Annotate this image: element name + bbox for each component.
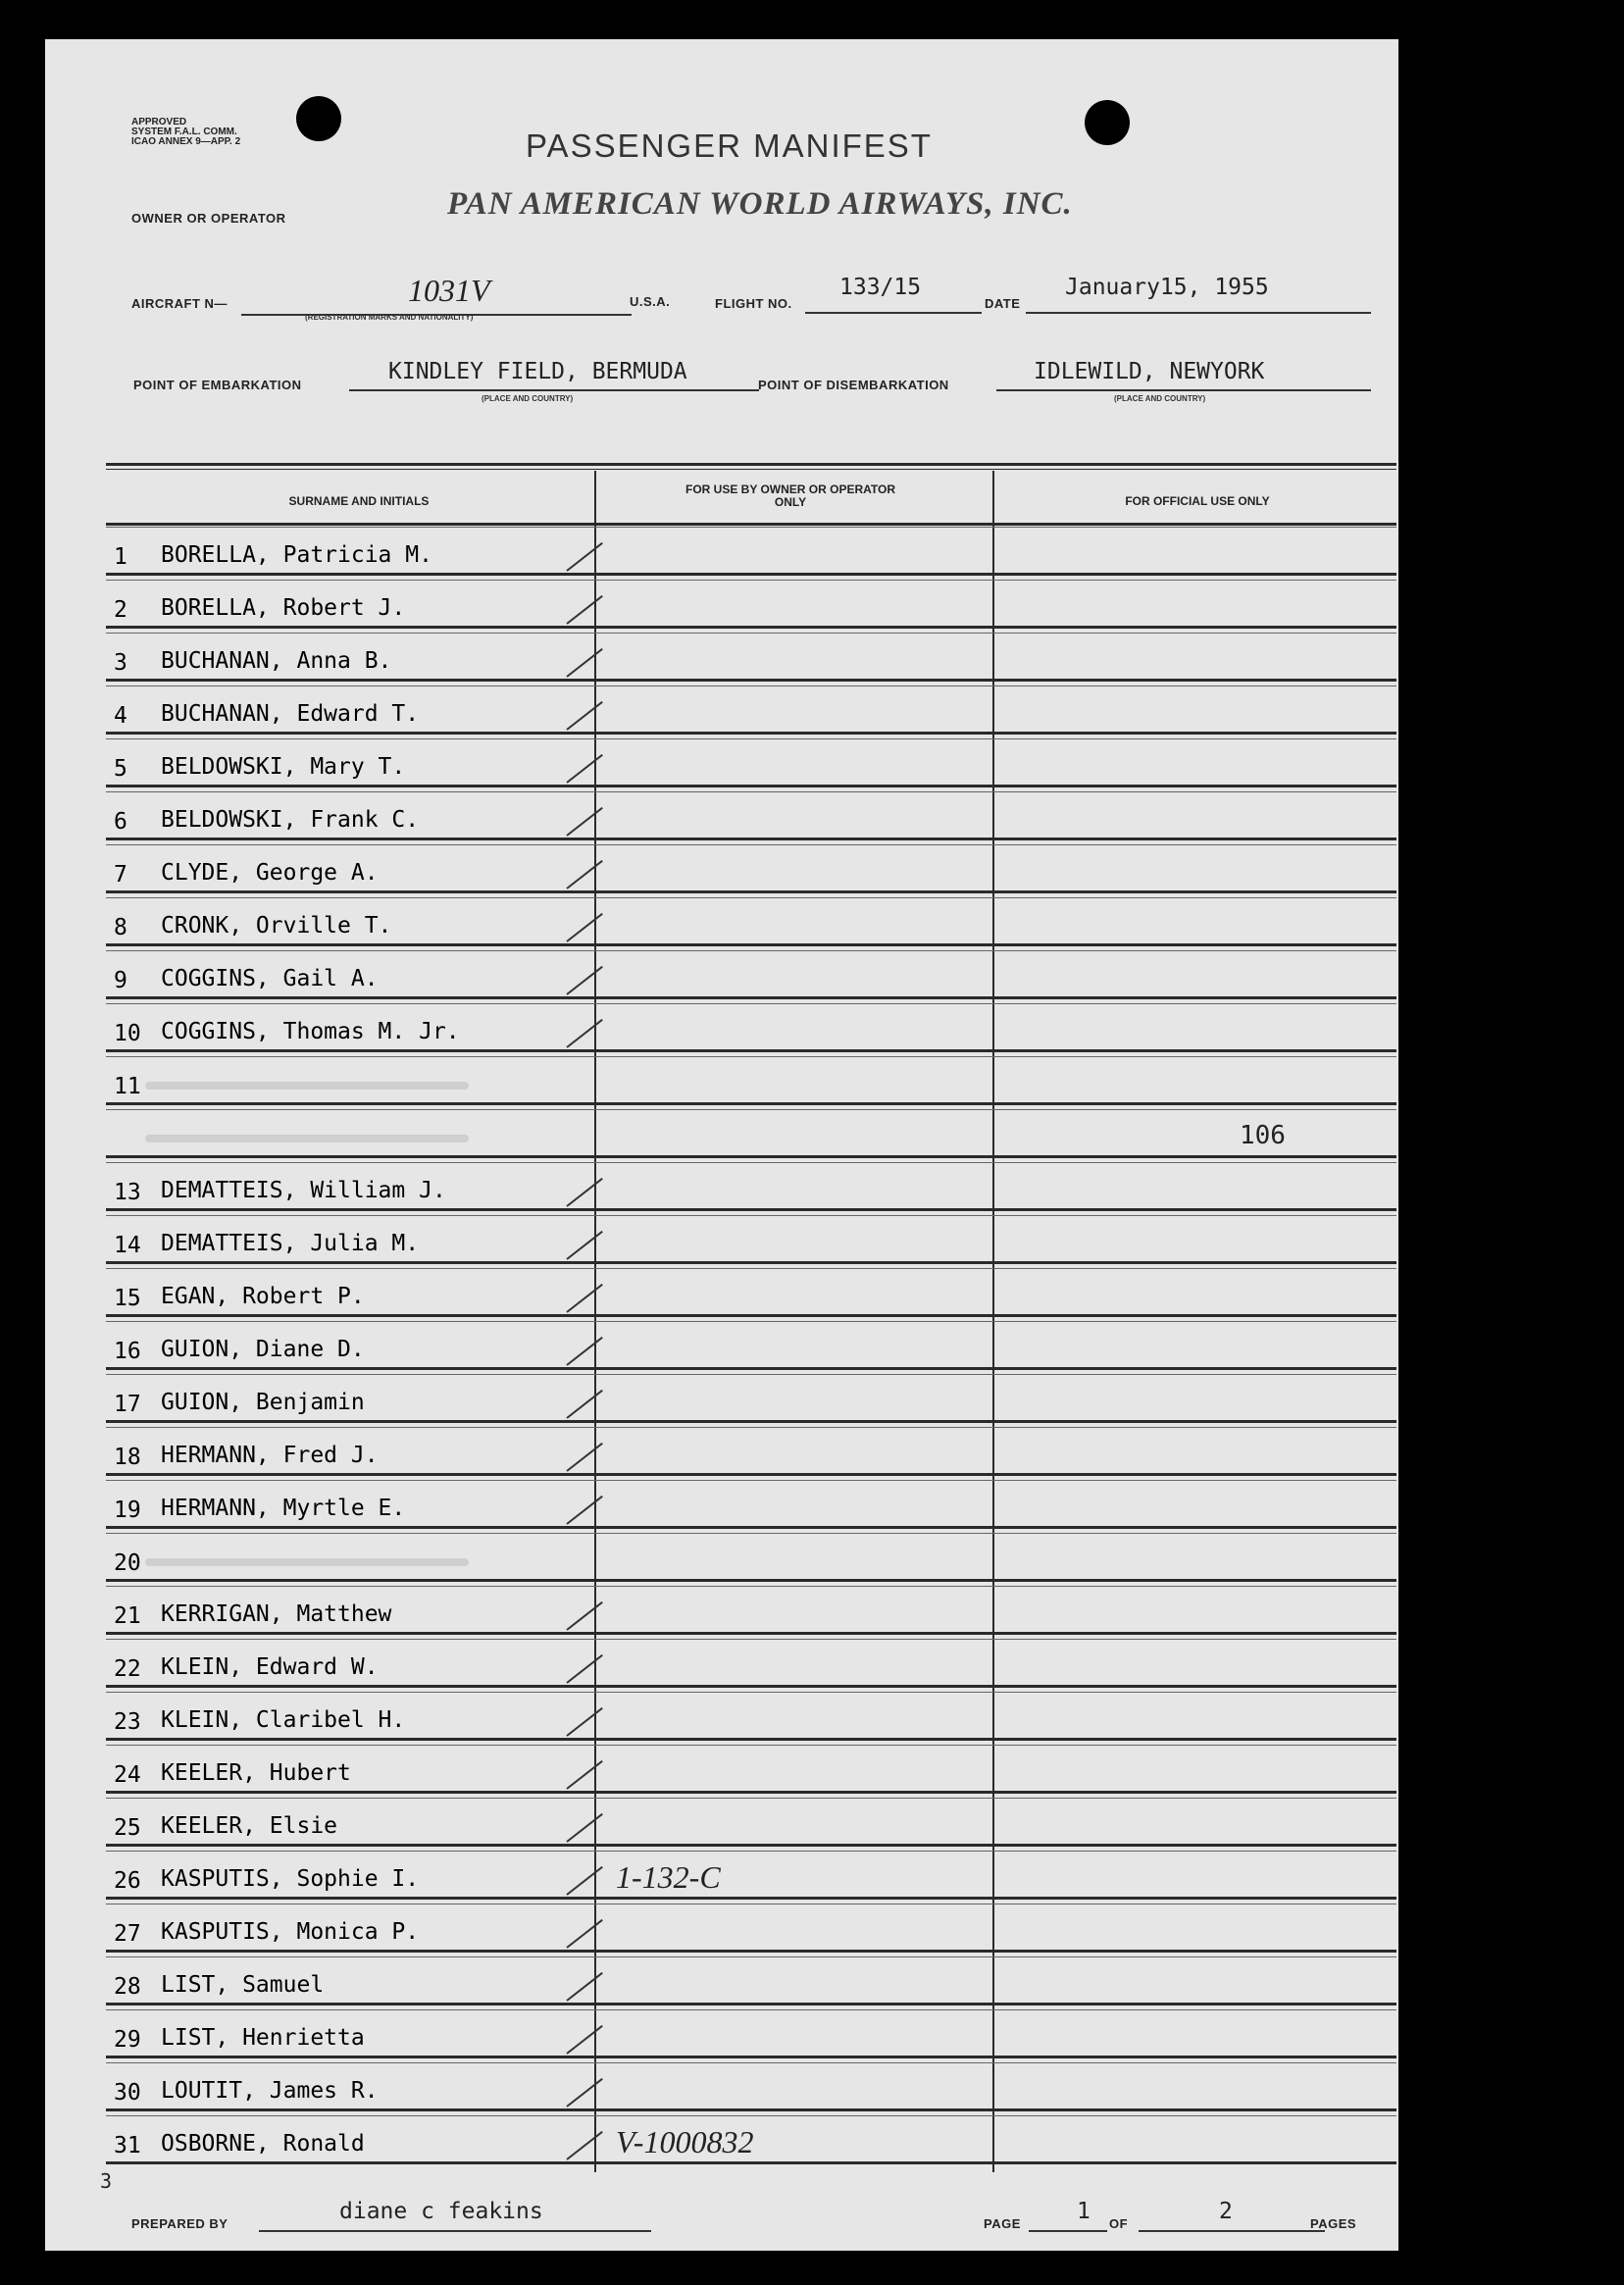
- of-label: OF: [1109, 2216, 1129, 2231]
- row-number: 15: [114, 1286, 141, 1311]
- row-number: 5: [114, 756, 127, 782]
- row-number: 16: [114, 1339, 141, 1364]
- row-number: 4: [114, 703, 127, 729]
- row-rule-inner: [106, 791, 1396, 792]
- table-row: [106, 576, 1396, 629]
- row-rule-inner: [106, 1533, 1396, 1534]
- passenger-name: KERRIGAN, Matthew: [161, 1601, 392, 1627]
- table-row: [106, 1953, 1396, 2006]
- disembark-underline: [996, 389, 1371, 391]
- check-mark: [566, 966, 602, 995]
- passenger-name: BORELLA, Robert J.: [161, 595, 406, 621]
- check-mark: [566, 1919, 602, 1949]
- erased-entry: [145, 1082, 469, 1090]
- row-rule-inner: [106, 1851, 1396, 1852]
- row-number: 14: [114, 1233, 141, 1258]
- row-rule-inner: [106, 1374, 1396, 1375]
- row-rule-inner: [106, 1480, 1396, 1481]
- row-number: 22: [114, 1656, 141, 1682]
- passenger-name: HERMANN, Fred J.: [161, 1443, 379, 1468]
- check-mark: [566, 2078, 602, 2107]
- flight-label: FLIGHT NO.: [715, 296, 792, 311]
- row-number: 30: [114, 2080, 141, 2106]
- table-row: [106, 1052, 1396, 1105]
- erased-entry: [145, 1135, 469, 1142]
- row-number: 20: [114, 1550, 141, 1576]
- page-underline: [1029, 2230, 1107, 2232]
- table-top-rule-inner: [106, 469, 1396, 470]
- table-row: [106, 1264, 1396, 1317]
- of-value: 2: [1219, 2199, 1233, 2224]
- passenger-name: DEMATTEIS, William J.: [161, 1178, 446, 1203]
- row-rule-inner: [106, 633, 1396, 634]
- check-mark: [566, 1972, 602, 2002]
- aircraft-sub-label: (REGISTRATION MARKS AND NATIONALITY): [305, 313, 474, 322]
- table-row: [106, 2058, 1396, 2111]
- table-row: [106, 999, 1396, 1052]
- disembark-label: POINT OF DISEMBARKATION: [758, 378, 949, 392]
- row-rule-inner: [106, 2062, 1396, 2063]
- owner-note: 1-132-C: [616, 1859, 721, 1895]
- row-number: 9: [114, 968, 127, 993]
- passenger-name: BUCHANAN, Edward T.: [161, 701, 420, 727]
- row-rule-inner: [106, 1003, 1396, 1004]
- table-row: [106, 2111, 1396, 2164]
- page-mark: 3: [100, 2169, 113, 2193]
- check-mark: [566, 648, 602, 678]
- row-rule-inner: [106, 1745, 1396, 1746]
- table-row: [106, 1529, 1396, 1582]
- row-number: 25: [114, 1815, 141, 1841]
- passenger-name: CRONK, Orville T.: [161, 913, 392, 939]
- flight-value: 133/15: [839, 275, 922, 300]
- table-row: [106, 893, 1396, 946]
- check-mark: [566, 807, 602, 837]
- row-rule-inner: [106, 1056, 1396, 1057]
- row-rule-inner: [106, 1215, 1396, 1216]
- disembark-value: IDLEWILD, NEWYORK: [1034, 359, 1265, 384]
- passenger-name: KLEIN, Claribel H.: [161, 1707, 406, 1733]
- passenger-name: HERMANN, Myrtle E.: [161, 1496, 406, 1521]
- check-mark: [566, 1866, 602, 1896]
- table-row: [106, 1423, 1396, 1476]
- check-mark: [566, 1443, 602, 1472]
- row-number: 8: [114, 915, 127, 940]
- embark-label: POINT OF EMBARKATION: [133, 378, 302, 392]
- row-number: 27: [114, 1921, 141, 1947]
- table-row: [106, 735, 1396, 787]
- owner-label: OWNER OR OPERATOR: [131, 211, 286, 226]
- row-number: 24: [114, 1762, 141, 1788]
- row-rule-inner: [106, 527, 1396, 528]
- punch-hole-right: [1085, 100, 1130, 145]
- check-mark: [566, 1654, 602, 1684]
- page-label: PAGE: [984, 2216, 1021, 2231]
- row-number: 21: [114, 1603, 141, 1629]
- col-header-surname: SURNAME AND INITIALS: [288, 494, 430, 508]
- punch-hole-left: [296, 96, 341, 141]
- row-number: 7: [114, 862, 127, 888]
- check-mark: [566, 1496, 602, 1525]
- passenger-name: KASPUTIS, Monica P.: [161, 1919, 420, 1945]
- check-mark: [566, 1813, 602, 1843]
- row-rule-inner: [106, 844, 1396, 845]
- passenger-name: GUION, Benjamin: [161, 1390, 365, 1415]
- check-mark: [566, 1760, 602, 1790]
- row-rule: [106, 2161, 1396, 2164]
- table-row: [106, 1370, 1396, 1423]
- col-header-official: FOR OFFICIAL USE ONLY: [1125, 494, 1270, 508]
- check-mark: [566, 1231, 602, 1260]
- passenger-name: OSBORNE, Ronald: [161, 2131, 365, 2157]
- table-row: [106, 1741, 1396, 1794]
- row-number: 17: [114, 1392, 141, 1417]
- row-number: 19: [114, 1498, 141, 1523]
- row-rule-inner: [106, 897, 1396, 898]
- official-note: 106: [1240, 1121, 1286, 1150]
- prepared-underline: [259, 2230, 651, 2232]
- disembark-sub-label: (PLACE AND COUNTRY): [1114, 394, 1206, 403]
- check-mark: [566, 1178, 602, 1207]
- passenger-name: KLEIN, Edward W.: [161, 1654, 379, 1680]
- table-row: [106, 2006, 1396, 2058]
- passenger-name: GUION, Diane D.: [161, 1337, 365, 1362]
- table-row: [106, 1794, 1396, 1847]
- table-row: [106, 1582, 1396, 1635]
- passenger-name: LIST, Henrietta: [161, 2025, 365, 2051]
- row-number: 31: [114, 2133, 141, 2158]
- flight-underline: [805, 312, 982, 314]
- passenger-name: BELDOWSKI, Frank C.: [161, 807, 420, 833]
- operator-name: PAN AMERICAN WORLD AIRWAYS, INC.: [447, 186, 1073, 222]
- page-value: 1: [1077, 2199, 1091, 2224]
- check-mark: [566, 2025, 602, 2055]
- passenger-name: LOUTIT, James R.: [161, 2078, 379, 2104]
- table-top-rule: [106, 463, 1396, 466]
- erased-entry: [145, 1558, 469, 1566]
- row-number: 3: [114, 650, 127, 676]
- check-mark: [566, 913, 602, 942]
- check-mark: [566, 542, 602, 572]
- date-value: January15, 1955: [1065, 275, 1269, 300]
- row-number: 6: [114, 809, 127, 835]
- row-number: 23: [114, 1709, 141, 1735]
- embark-underline: [349, 389, 759, 391]
- passenger-name: BELDOWSKI, Mary T.: [161, 754, 406, 780]
- embark-sub-label: (PLACE AND COUNTRY): [482, 394, 574, 403]
- col-header-owner: FOR USE BY OWNER OR OPERATOR ONLY: [685, 482, 896, 509]
- table-row: [106, 1158, 1396, 1211]
- row-rule-inner: [106, 580, 1396, 581]
- check-mark: [566, 1284, 602, 1313]
- passenger-name: DEMATTEIS, Julia M.: [161, 1231, 420, 1256]
- approval-stamp: APPROVED SYSTEM F.A.L. COMM. ICAO ANNEX 9—APP. 2: [131, 117, 241, 147]
- row-number: 29: [114, 2027, 141, 2053]
- check-mark: [566, 701, 602, 731]
- table-row: [106, 1211, 1396, 1264]
- row-rule-inner: [106, 950, 1396, 951]
- check-mark: [566, 1337, 602, 1366]
- check-mark: [566, 754, 602, 784]
- of-underline: [1139, 2230, 1325, 2232]
- row-number: 26: [114, 1868, 141, 1894]
- row-number: 28: [114, 1974, 141, 2000]
- check-mark: [566, 860, 602, 889]
- aircraft-value: 1031V: [408, 273, 490, 308]
- table-row: [106, 1847, 1396, 1900]
- row-rule-inner: [106, 1321, 1396, 1322]
- row-rule-inner: [106, 2115, 1396, 2116]
- row-rule-inner: [106, 1798, 1396, 1799]
- row-number: 13: [114, 1180, 141, 1205]
- table-row: [106, 840, 1396, 893]
- row-number: 1: [114, 544, 127, 570]
- row-rule-inner: [106, 1109, 1396, 1110]
- check-mark: [566, 1390, 602, 1419]
- row-number: 11: [114, 1074, 141, 1099]
- table-row: [106, 787, 1396, 840]
- passenger-name: KEELER, Elsie: [161, 1813, 338, 1839]
- table-row: [106, 1688, 1396, 1741]
- table-row: [106, 629, 1396, 682]
- row-rule-inner: [106, 1162, 1396, 1163]
- manifest-sheet: [45, 39, 1398, 2251]
- row-number: 10: [114, 1021, 141, 1046]
- prepared-value: diane c feakins: [339, 2199, 543, 2224]
- check-mark: [566, 1707, 602, 1737]
- table-row: [106, 1317, 1396, 1370]
- manifest-title: PASSENGER MANIFEST: [526, 127, 933, 164]
- date-underline: [1026, 312, 1371, 314]
- check-mark: [566, 595, 602, 625]
- table-row: [106, 1900, 1396, 1953]
- pages-label: PAGES: [1310, 2216, 1357, 2231]
- passenger-name: CLYDE, George A.: [161, 860, 379, 886]
- table-row: [106, 523, 1396, 576]
- row-number: 18: [114, 1445, 141, 1470]
- check-mark: [566, 1601, 602, 1631]
- table-row: [106, 946, 1396, 999]
- owner-note: V-1000832: [616, 2124, 754, 2159]
- passenger-name: BUCHANAN, Anna B.: [161, 648, 392, 674]
- row-rule-inner: [106, 1268, 1396, 1269]
- table-row: [106, 1476, 1396, 1529]
- passenger-name: COGGINS, Gail A.: [161, 966, 379, 991]
- row-number: 2: [114, 597, 127, 623]
- table-row: [106, 682, 1396, 735]
- prepared-label: PREPARED BY: [131, 2216, 228, 2231]
- check-mark: [566, 2131, 602, 2160]
- row-rule-inner: [106, 1427, 1396, 1428]
- embark-value: KINDLEY FIELD, BERMUDA: [388, 359, 687, 384]
- passenger-name: EGAN, Robert P.: [161, 1284, 365, 1309]
- date-label: DATE: [985, 296, 1021, 311]
- row-rule-inner: [106, 738, 1396, 739]
- row-rule-inner: [106, 1586, 1396, 1587]
- passenger-name: BORELLA, Patricia M.: [161, 542, 432, 568]
- table-row: [106, 1105, 1396, 1158]
- check-mark: [566, 1019, 602, 1048]
- passenger-name: LIST, Samuel: [161, 1972, 325, 1998]
- row-rule-inner: [106, 2009, 1396, 2010]
- passenger-name: COGGINS, Thomas M. Jr.: [161, 1019, 460, 1044]
- row-rule-inner: [106, 1639, 1396, 1640]
- table-row: [106, 1635, 1396, 1688]
- row-rule-inner: [106, 1956, 1396, 1957]
- aircraft-label: AIRCRAFT N—: [131, 296, 228, 311]
- passenger-name: KEELER, Hubert: [161, 1760, 351, 1786]
- usa-label: U.S.A.: [630, 294, 671, 309]
- row-rule-inner: [106, 1692, 1396, 1693]
- passenger-name: KASPUTIS, Sophie I.: [161, 1866, 420, 1892]
